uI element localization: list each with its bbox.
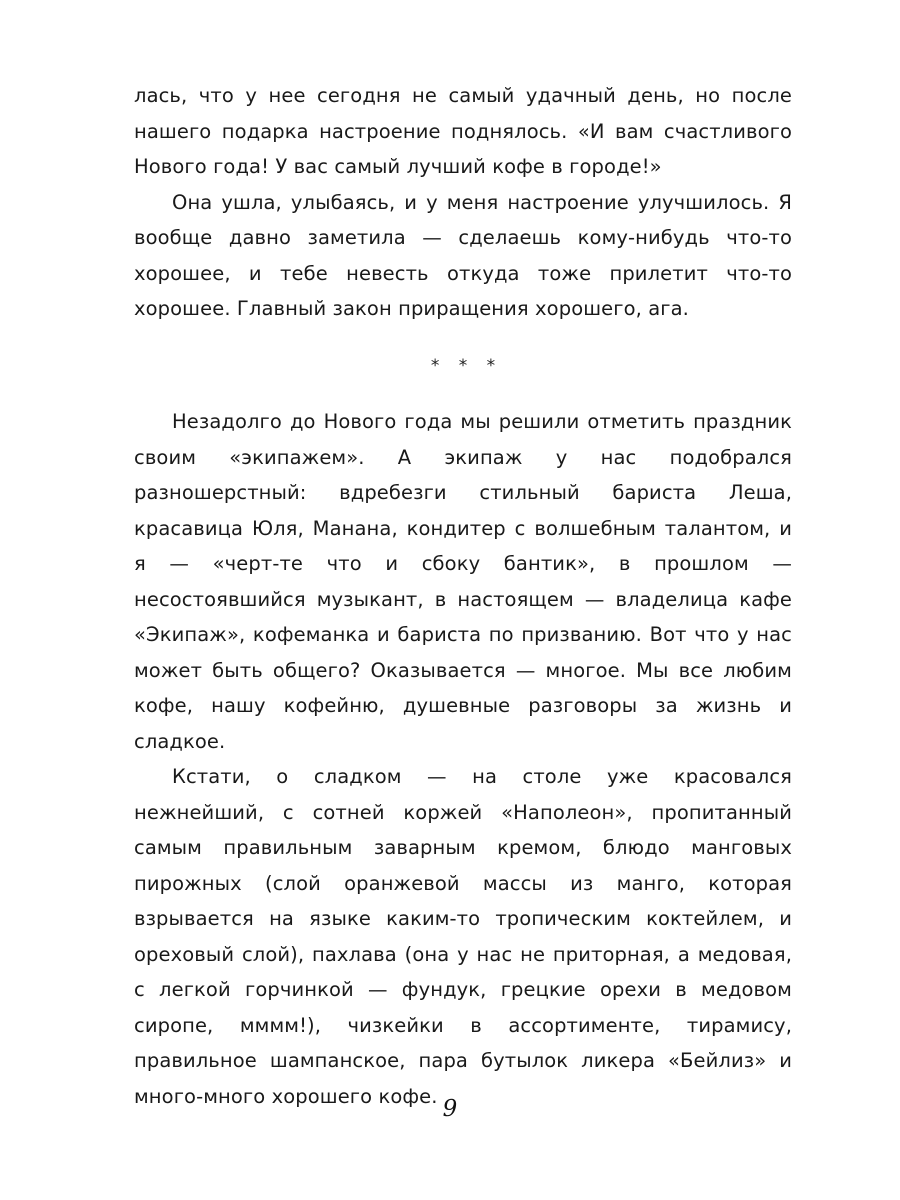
page-number: 9 <box>442 1096 458 1122</box>
paragraph-continued: лась, что у нее сегодня не самый удачный день, но после нашего подарка настроение поднялось. «И вам счастливого Нового года! У вас самый лучший кофе в городе!» <box>134 84 792 178</box>
paragraph-sweets: Кстати, о сладком — на столе уже красовался нежнейший, с сотней коржей «Наполеон», пропитанный самым правильным заварным кремом, блюдо манговых пирожных (слой оранжевой массы из манго, которая взрывается на языке каким-то тропическим коктейлем, и ореховый слой), пахлава (она у нас не приторная, а медовая, с легкой горчинкой — фундук, грецкие орехи в медовом сиропе, мммм!), чизкейки в ассортименте, тирамису, правильное шампанское, пара бутылок ликера «Бейлиз» и много-много хорошего кофе. <box>134 765 792 1108</box>
paragraph-before-new-year: Незадолго до Нового года мы решили отметить праздник своим «экипажем». А экипаж у нас подобрался разношерстный: вдребезги стильный бариста Леша, красавица Юля, Манана, кондитер с волшебным талантом, и я — «черт-те что и сбоку бантик», в прошлом — несостоявшийся музыкант, в настоящем — владелица кафе «Экипаж», кофеманка и бариста по призванию. Вот что у нас может быть общего? Оказывается — многое. Мы все любим кофе, нашу кофейню, душевные разговоры за жизнь и сладкое. <box>134 410 792 753</box>
paragraph-she-left: Она ушла, улыбаясь, и у меня настроение улучшилось. Я вообще давно заметила — сделаешь кому-нибудь что-то хорошее, и тебе невесть откуда тоже прилетит что-то хорошее. Главный закон приращения хорошего, ага. <box>134 190 792 320</box>
page-body <box>134 78 792 1114</box>
section-divider: * * * <box>430 355 503 376</box>
